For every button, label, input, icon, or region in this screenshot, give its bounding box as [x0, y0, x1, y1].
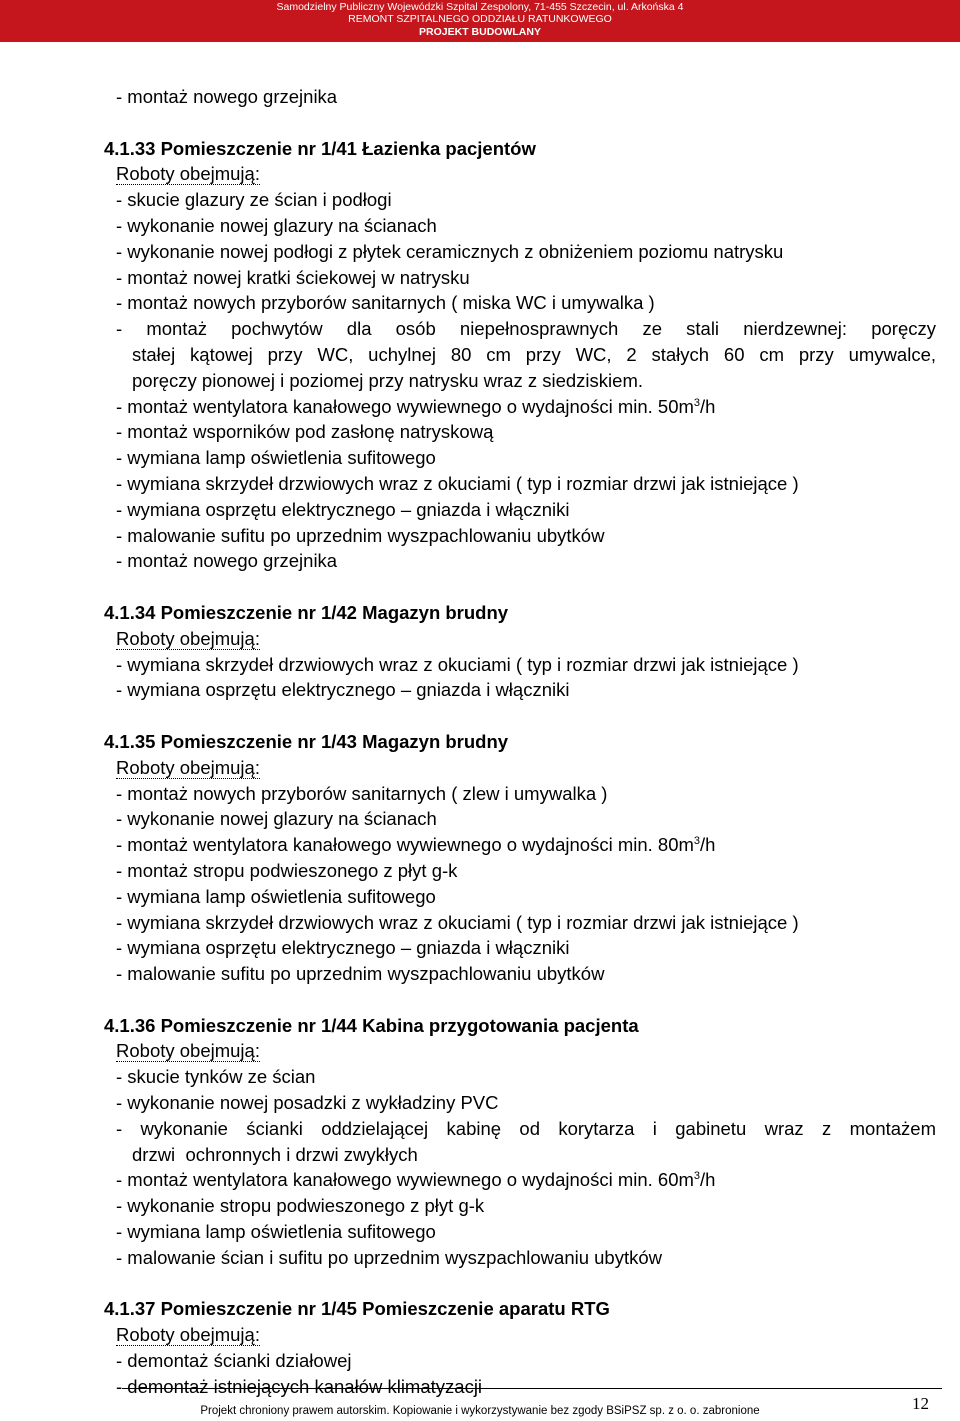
list-item: - montaż wentylatora kanałowego wywiewnego o wydajności min. $80m^3/h$ [116, 834, 716, 856]
list-item: - wymiana lamp oświetlenia sufitowego [116, 885, 436, 907]
page-number: 12 [912, 1394, 929, 1413]
list-item: - montaż nowych przyborów sanitarnych ( zlew i umywalka ) [116, 782, 608, 804]
list-item: - malowanie sufitu po uprzednim wyszpachlowaniu ubytków [116, 524, 605, 546]
list-item: - wykonanie nowej podłogi z płytek ceramicznych z obniżeniem poziomu natrysku [116, 240, 784, 262]
list-item: - montaż wentylatora kanałowego wywiewnego o wydajności min. $60m^3/h$ [116, 1169, 716, 1191]
scope-intro-label: Roboty obejmują: [116, 1038, 260, 1064]
section-heading-4-1-35: 4.1.35 Pomieszczenie nr 1/43 Magazyn brudny [104, 730, 509, 752]
list-item: - montaż stropu podwieszonego z płyt g-k [116, 859, 458, 881]
section-heading-4-1-37: 4.1.37 Pomieszczenie nr 1/45 Pomieszczenie aparatu RTG [104, 1298, 610, 1320]
list-item: - wykonanie stropu podwieszonego z płyt g-k [116, 1195, 485, 1217]
list-item: - montaż nowej kratki ściekowej w natrysku [116, 266, 470, 288]
list-item-continuation: poręczy pionowej i poziomej przy natrysku wraz z siedziskiem. [132, 369, 643, 391]
section-heading-4-1-33: 4.1.33 Pomieszczenie nr 1/41 Łazienka pacjentów [104, 137, 536, 159]
list-item: - demontaż ścianki działowej [116, 1350, 352, 1372]
header-institution: Samodzielny Publiczny Wojewódzki Szpital Zespolony, 71-455 Szczecin, ul. Arkońska 4 [276, 1, 684, 13]
list-item: - montaż wentylatora kanałowego wywiewnego o wydajności min. $50m^3/h$ [116, 395, 716, 417]
list-item: - wymiana osprzętu elektrycznego – gniazda i włączniki [116, 498, 570, 520]
list-item: - wykonanie ścianki oddzielającej kabinę od korytarza i gabinetu wraz z montażem [116, 1117, 936, 1139]
list-item: - wymiana osprzętu elektrycznego – gniazda i włączniki [116, 679, 570, 701]
list-item: - wykonanie nowej glazury na ścianach [116, 214, 437, 236]
list-item: - montaż nowych przyborów sanitarnych ( miska WC i umywalka ) [116, 292, 655, 314]
section-heading-4-1-36: 4.1.36 Pomieszczenie nr 1/44 Kabina przygotowania pacjenta [104, 1014, 639, 1036]
list-item: - wykonanie nowej posadzki z wykładziny PVC [116, 1092, 499, 1114]
section-heading-4-1-34: 4.1.34 Pomieszczenie nr 1/42 Magazyn brudny [104, 601, 509, 623]
list-item: - wymiana skrzydeł drzwiowych wraz z okuciami ( typ i rozmiar drzwi jak istniejące ) [116, 653, 799, 675]
list-item: - malowanie sufitu po uprzednim wyszpachlowaniu ubytków [116, 963, 605, 985]
list-item: - demontaż istniejących kanałów klimatyzacji [116, 1375, 483, 1397]
scope-intro-label: Roboty obejmują: [116, 755, 260, 781]
list-item: - wymiana lamp oświetlenia sufitowego [116, 1221, 436, 1243]
scope-intro-label: Roboty obejmują: [116, 1322, 260, 1348]
list-item-continuation: drzwi ochronnych i drzwi zwykłych [132, 1143, 418, 1165]
footer-divider [122, 1388, 942, 1389]
header-document-type: PROJEKT BUDOWLANY [419, 26, 541, 38]
list-item: - montaż pochwytów dla osób niepełnosprawnych ze stali nierdzewnej: poręczy [116, 318, 936, 340]
list-item: - skucie tynków ze ścian [116, 1066, 316, 1088]
list-item: - malowanie ścian i sufitu po uprzednim wyszpachlowaniu ubytków [116, 1246, 663, 1268]
list-item: - montaż nowego grzejnika [116, 550, 338, 572]
list-item-continuation: stałej kątowej przy WC, uchylnej 80 cm przy WC, 2 stałych 60 cm przy umywalce, [132, 343, 936, 365]
list-item: - wymiana osprzętu elektrycznego – gniazda i włączniki [116, 937, 570, 959]
scope-intro-label: Roboty obejmują: [116, 626, 260, 652]
list-item: - wymiana skrzydeł drzwiowych wraz z okuciami ( typ i rozmiar drzwi jak istniejące ) [116, 911, 799, 933]
footer-copyright: Projekt chroniony prawem autorskim. Kopiowanie i wykorzystywanie bez zgody BSiPSZ sp. z o. o. zabronione [200, 1405, 760, 1417]
document-body [104, 84, 936, 1400]
list-item: - wymiana lamp oświetlenia sufitowego [116, 447, 436, 469]
list-item: - wymiana skrzydeł drzwiowych wraz z okuciami ( typ i rozmiar drzwi jak istniejące ) [116, 472, 799, 494]
page-header [0, 0, 960, 42]
header-project-title: REMONT SZPITALNEGO ODDZIAŁU RATUNKOWEGO [348, 13, 612, 25]
list-item: - wykonanie nowej glazury na ścianach [116, 808, 437, 830]
list-item: - montaż wsporników pod zasłonę natryskową [116, 421, 494, 443]
list-item: - montaż nowego grzejnika [116, 86, 338, 107]
list-item: - skucie glazury ze ścian i podłogi [116, 189, 392, 211]
scope-intro-label: Roboty obejmują: [116, 161, 260, 187]
